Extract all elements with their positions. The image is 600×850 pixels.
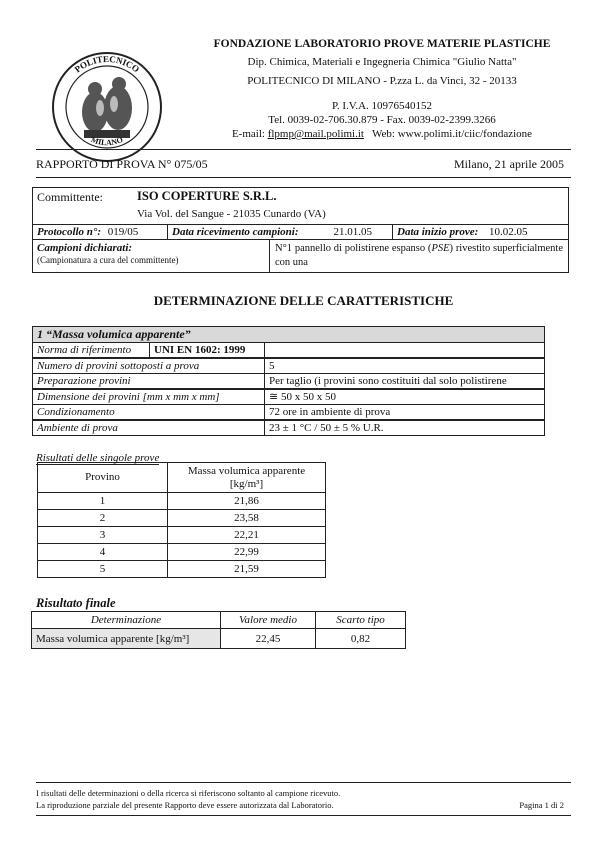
samples-desc-part2: ) rivestito superficialmente con una: [275, 243, 563, 268]
samples-description: [269, 239, 569, 273]
final-row-std: 0,82: [315, 628, 406, 649]
final-col-scarto-tipo: Scarto tipo: [315, 611, 406, 629]
final-result-caption: Risultato finale: [36, 596, 116, 610]
samples-label-cell: Campioni dichiarati: (Campionatura a cura del committente): [32, 239, 270, 273]
protocol-label: Protocollo n°:: [37, 226, 101, 238]
vat-number: P. I.V.A. 10976540152: [331, 100, 433, 112]
parameter-row-value: 5: [264, 358, 545, 374]
parameter-row-value: 23 ± 1 °C / 50 ± 5 % U.R.: [264, 420, 545, 436]
parameter-row-label: Ambiente di prova: [32, 420, 265, 436]
footer-line1: I risultati delle determinazioni o della ricerca si riferiscono soltanto al campione ricevuto.: [36, 788, 341, 798]
final-row-mean: 22,45: [220, 628, 316, 649]
single-col-massa: [167, 462, 326, 493]
parameter-row-label: Dimensione dei provini [mm x mm x mm]: [32, 389, 265, 405]
single-row-provino: 4: [37, 543, 168, 561]
single-row-provino: 5: [37, 560, 168, 578]
samples-desc-pse: PSE: [431, 243, 450, 254]
parameter-row-value: Per taglio (i provini sono costituiti dal solo polistirene: [264, 373, 545, 389]
samples-desc-line2: [275, 271, 446, 273]
start-label: Data inizio prove:: [397, 226, 479, 238]
client-address: Via Vol. del Sangue - 21035 Cunardo (VA): [137, 208, 326, 220]
single-row-value: 22,21: [167, 526, 326, 544]
parameter-row-label: Norma di riferimento: [32, 342, 265, 358]
final-row-label: Massa volumica apparente [kg/m³]: [31, 628, 221, 649]
phone-fax: Tel. 0039-02-706.30.879 - Fax. 0039-02-2399.3266: [268, 114, 496, 126]
parameter-row-value: UNI EN 1602: 1999: [149, 342, 545, 358]
single-results-caption: Risultati delle singole prove: [36, 452, 160, 464]
final-col-valore-medio: Valore medio: [220, 611, 316, 629]
section-title: DETERMINAZIONE DELLE CARATTERISTICHE: [153, 293, 454, 308]
web-link[interactable]: Web: www.polimi.it/ciic/fondazione: [372, 128, 533, 140]
start-cell: [392, 224, 569, 240]
footer-divider-bottom: [36, 815, 571, 816]
samples-desc-part1: N°1 pannello di polistirene espanso (: [275, 243, 432, 254]
page-number: Pagina 1 di 2: [519, 800, 564, 810]
report-title: RAPPORTO DI PROVA N° 075/05: [36, 157, 208, 171]
client-box: [32, 187, 569, 225]
seal-top-text: POLITECNICO: [72, 53, 142, 75]
parameter-row-label: Condizionamento: [32, 404, 265, 420]
seal-bottom-text: MILANO: [89, 135, 125, 148]
parameter-title: 1 “Massa volumica apparente”: [32, 326, 545, 343]
client-name: ISO COPERTURE S.R.L.: [137, 189, 277, 203]
parameter-row-label: Preparazione provini: [32, 373, 265, 389]
final-col-determinazione: Determinazione: [31, 611, 221, 629]
client-label: Committente:: [37, 190, 103, 204]
samples-label: Campioni dichiarati: [37, 242, 129, 254]
svg-text:POLITECNICO: [73, 54, 142, 75]
received-value: 21.01.05: [333, 226, 372, 238]
parameter-row-value: 72 ore in ambiente di prova: [264, 404, 545, 420]
single-row-provino: 2: [37, 509, 168, 527]
received-cell: [167, 224, 393, 240]
parameter-row-label: Numero di provini sottoposti a prova: [32, 358, 265, 374]
single-row-value: 23,58: [167, 509, 326, 527]
single-row-value: 21,59: [167, 560, 326, 578]
single-col-massa-title: Massa volumica apparente: [187, 465, 306, 477]
single-row-value: 22,99: [167, 543, 326, 561]
email-link[interactable]: flpmp@mail.polimi.it: [267, 128, 364, 140]
parameter-row-value: ≅ 50 x 50 x 50: [264, 389, 545, 405]
divider-top: [36, 149, 571, 150]
protocol-cell: [32, 224, 168, 240]
department-name: Dip. Chimica, Materiali e Ingegneria Chimica "Giulio Natta": [247, 56, 517, 68]
footer-divider: [36, 782, 571, 783]
samples-note: (Campionatura a cura del committente): [37, 255, 179, 265]
university-address: POLITECNICO DI MILANO - P.zza L. da Vinci, 32 - 20133: [247, 75, 517, 87]
single-col-massa-unit: [kg/m³]: [229, 478, 264, 490]
single-col-provino: Provino: [37, 462, 168, 493]
protocol-value: 019/05: [107, 226, 139, 238]
start-value: 10.02.05: [489, 226, 528, 238]
institution-name: FONDAZIONE LABORATORIO PROVE MATERIE PLASTICHE: [213, 38, 551, 50]
divider-bottom: [36, 177, 571, 178]
single-row-value: 21,86: [167, 492, 326, 510]
footer-line2: La riproduzione parziale del presente Rapporto deve essere autorizzata dal Laboratorio.: [36, 800, 334, 810]
email-label: E-mail:: [231, 128, 265, 140]
received-label: Data ricevimento campioni:: [172, 226, 299, 238]
contact-line: [184, 128, 580, 141]
single-row-provino: 1: [37, 492, 168, 510]
report-place-date: Milano, 21 aprile 2005: [454, 157, 564, 171]
single-row-provino: 3: [37, 526, 168, 544]
